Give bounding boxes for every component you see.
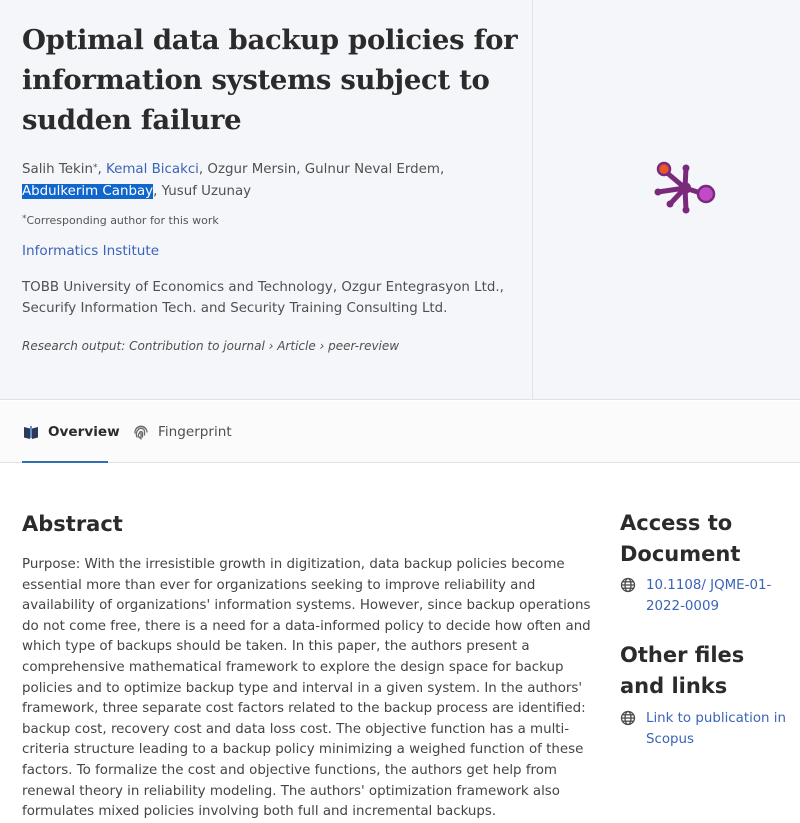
scopus-link[interactable]: Link to publication in Scopus	[646, 711, 786, 747]
research-output-header	[0, 0, 800, 400]
author-name[interactable]: Gulnur Neval Erdem	[304, 162, 440, 177]
doi-link-row	[620, 575, 795, 617]
tab-label: Fingerprint	[158, 423, 232, 440]
tab-overview[interactable]	[22, 401, 120, 462]
corresponding-note	[22, 213, 533, 229]
doi-link[interactable]: 10.1108/ JQME-01-2022-0009	[646, 578, 772, 614]
institute-link[interactable]: Informatics Institute	[22, 243, 160, 259]
research-output-type: Research output: Contribution to journal › Article › peer-review	[22, 339, 400, 353]
header-main	[0, 0, 533, 400]
tab-fingerprint[interactable]	[132, 401, 242, 462]
corresponding-note-text: Corresponding author for this work	[26, 214, 219, 227]
author-name[interactable]: Yusuf Uzunay	[161, 184, 252, 199]
globe-icon	[620, 577, 636, 593]
corresponding-marker: *	[93, 163, 98, 173]
other-files-heading: Other files and links	[620, 643, 745, 698]
author-separator: ,	[296, 162, 305, 177]
book-icon	[22, 423, 40, 441]
tab-bar	[0, 401, 800, 463]
globe-icon	[620, 710, 636, 726]
author-name[interactable]: Ozgur Mersin	[207, 162, 297, 177]
tab-label: Overview	[48, 423, 120, 440]
organisations: TOBB University of Economics and Technology, Ozgur Entegrasyon Ltd., Securify Information Tech. and Security Training Consulting Ltd.	[22, 280, 504, 316]
author-link[interactable]: Kemal Bicakci	[106, 162, 199, 177]
header-divider	[532, 0, 533, 400]
scopus-link-row	[620, 708, 795, 750]
access-to-document-heading: Access to Document	[620, 511, 741, 566]
corresponding-note-marker: *	[22, 214, 27, 224]
author-separator: ,	[439, 162, 445, 177]
fingerprint-concept-icon	[652, 158, 718, 216]
author-name[interactable]: Salih Tekin	[22, 162, 93, 177]
author-separator: ,	[153, 184, 162, 199]
page-title: Optimal data backup policies for information systems subject to sudden failure	[22, 24, 518, 136]
author-name-selected[interactable]: Abdulkerim Canbay	[22, 184, 154, 199]
author-list	[22, 159, 502, 203]
abstract-text: Purpose: With the irresistible growth in digitization, data backup policies become essential more than ever for organizations seeking to improve reliability and availability of organizations' information systems. However, since backup operations do not come free, there is a need for a data-informed policy to decide how often and which type of backups should be taken. In this paper, the authors present a comprehensive mathematical framework to explore the design space for backup policies and to optimize backup type and interval in a given system. In the authors' framework, three separate cost factors related to the backup process are identified: backup cost, recovery cost and data loss cost. The objective function has a multi-criteria structure leading to a backup policy minimizing a weighed function of these factors. To formalize the cost and objective functions, the authors get help from renewal theory in reliability modeling. The authors' optimization framework also formulates mixed policies involving both full and incremental backups.	[22, 557, 591, 820]
abstract-heading: Abstract	[22, 512, 123, 536]
fingerprint-icon	[132, 423, 150, 441]
author-separator: ,	[97, 162, 107, 177]
author-separator: ,	[198, 162, 208, 177]
